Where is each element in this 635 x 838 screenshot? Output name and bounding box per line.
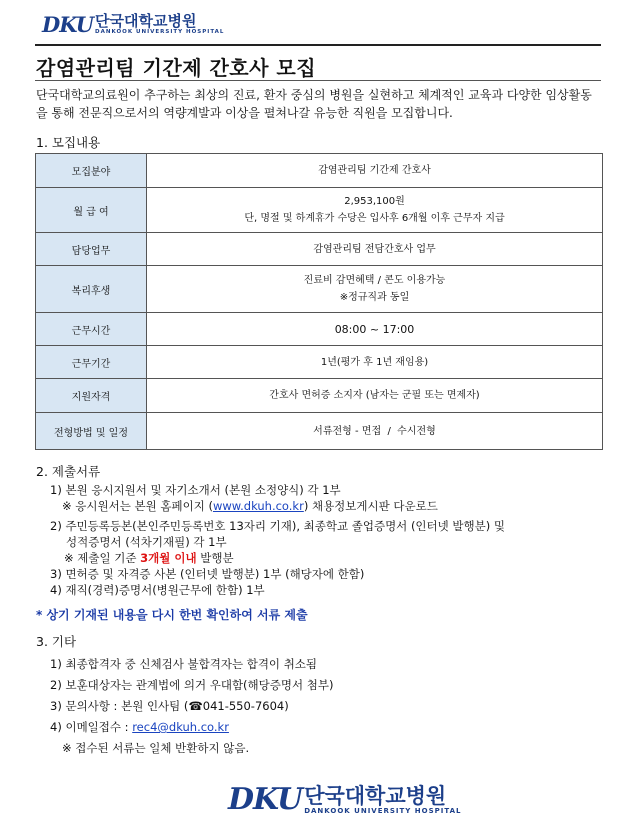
table-key: 모집분야 [36,154,147,188]
table-row [36,379,603,413]
homepage-link[interactable]: www.dkuh.co.kr [212,499,304,513]
table-row [36,188,603,233]
page-title: 감염관리팀 기간제 간호사 모집 [36,56,317,80]
table-key: 지원자격 [36,379,147,413]
note-text: 4) 이메일접수 : [50,720,133,734]
list-item: 1) 최종합격자 중 신체검사 불합격자는 합격이 취소됨 [50,657,318,671]
hospital-logo-top [42,13,224,35]
table-value-line: 1년(평가 후 1년 재임용) [320,356,429,368]
table-row [36,346,603,379]
table-value-line: 단, 명절 및 하계휴가 수당은 입사후 6개월 이후 근무자 지급 [244,213,505,224]
list-item: 1) 본원 응시지원서 및 자기소개서 (본원 소정양식) 각 1부 [50,483,341,497]
table-value [147,233,603,266]
hospital-logo-bottom [228,782,462,817]
list-item: 2) 보훈대상자는 관계법에 의거 우대함(해당증명서 첨부) [50,678,334,692]
table-value-line: 2,953,100원 [344,196,405,207]
table-value [147,266,603,313]
note-text: ※ 제출일 기준 [64,551,141,565]
logo-mark: DKU [42,12,94,37]
list-item-note: ※ 접수된 서류는 일체 반환하지 않음. [62,741,250,755]
table-value [147,379,603,413]
logo-name-ko: 단국대학교병원 [304,784,447,808]
table-key: 담당업무 [36,233,147,266]
table-row [36,266,603,313]
section-heading-recruitment: 1. 모집내용 [36,135,101,150]
list-item-note [50,498,505,514]
note-text: 발행분 [196,551,234,565]
list-item [50,717,333,738]
table-value [147,154,603,188]
notice-text: * 상기 기재된 내용을 다시 한번 확인하여 서류 제출 [36,608,308,622]
note-text: ※ 응시원서는 본원 홈페이지 ( [62,499,213,513]
logo-name-ko: 단국대학교병원 [95,12,197,30]
table-key: 근무기간 [36,346,147,379]
table-value [147,188,603,233]
highlight-text: 3개월 이내 [140,551,197,565]
table-value-line: ※정규직과 동일 [339,292,410,303]
table-key: 복리후생 [36,266,147,313]
table-row [36,313,603,346]
header-divider [35,44,601,46]
other-list [50,654,333,759]
section-heading-documents: 2. 제출서류 [36,464,101,479]
list-item: 3) 면허증 및 자격증 사본 (인터넷 발행분) 1부 (해당자에 한함) [50,567,365,581]
list-item: 2) 주민등록등본(본인주민등록번호 13자리 기재), 최종학교 졸업증명서 (인터넷 발행분) 및 [50,519,505,533]
table-row [36,413,603,450]
title-divider [35,80,601,81]
logo-mark: DKU [228,782,303,817]
email-link[interactable]: rec4@dkuh.co.kr [132,720,229,734]
list-item-note [50,550,505,566]
table-value-line: 감염관리팀 전담간호사 업무 [313,243,436,255]
logo-name-en: DANKOOK UNIVERSITY HOSPITAL [304,807,462,815]
table-value-line: 진료비 감면혜택 / 콘도 이용가능 [303,275,446,286]
intro-paragraph: 단국대학교의료원이 추구하는 최상의 진료, 환자 중심의 병원을 실현하고 체계적인 교육과 다양한 임상활동을 통해 전문직으로서의 역량계발과 이상을 펼쳐나갈 유능한 직원을 모집합니다. [36,88,592,120]
list-item: 3) 문의사항 : 본원 인사팀 (☎041-550-7604) [50,699,289,713]
table-value-line: 08:00 ~ 17:00 [334,322,415,336]
table-value-line: 서류전형 - 면접 / 수시전형 [313,425,436,437]
table-key: 월 급 여 [36,188,147,233]
table-value-line: 감염관리팀 기간제 간호사 [318,165,431,176]
logo-name-en: DANKOOK UNIVERSITY HOSPITAL [95,29,225,35]
table-value [147,413,603,450]
table-value-line: 간호사 면허증 소지자 (남자는 군필 또는 면제자) [269,390,480,401]
list-item: 4) 재직(경력)증명서(병원근무에 한함) 1부 [50,583,265,597]
table-value [147,313,603,346]
table-value [147,346,603,379]
table-key: 근무시간 [36,313,147,346]
table-row [36,154,603,188]
recruitment-table [35,153,603,450]
documents-list [50,482,505,598]
section-heading-other: 3. 기타 [36,634,77,649]
table-row [36,233,603,266]
list-item-continuation: 성적증명서 (석차기재필) 각 1부 [66,535,227,549]
note-text: ) 채용정보게시판 다운로드 [303,499,438,513]
table-key: 전형방법 및 일정 [36,413,147,450]
